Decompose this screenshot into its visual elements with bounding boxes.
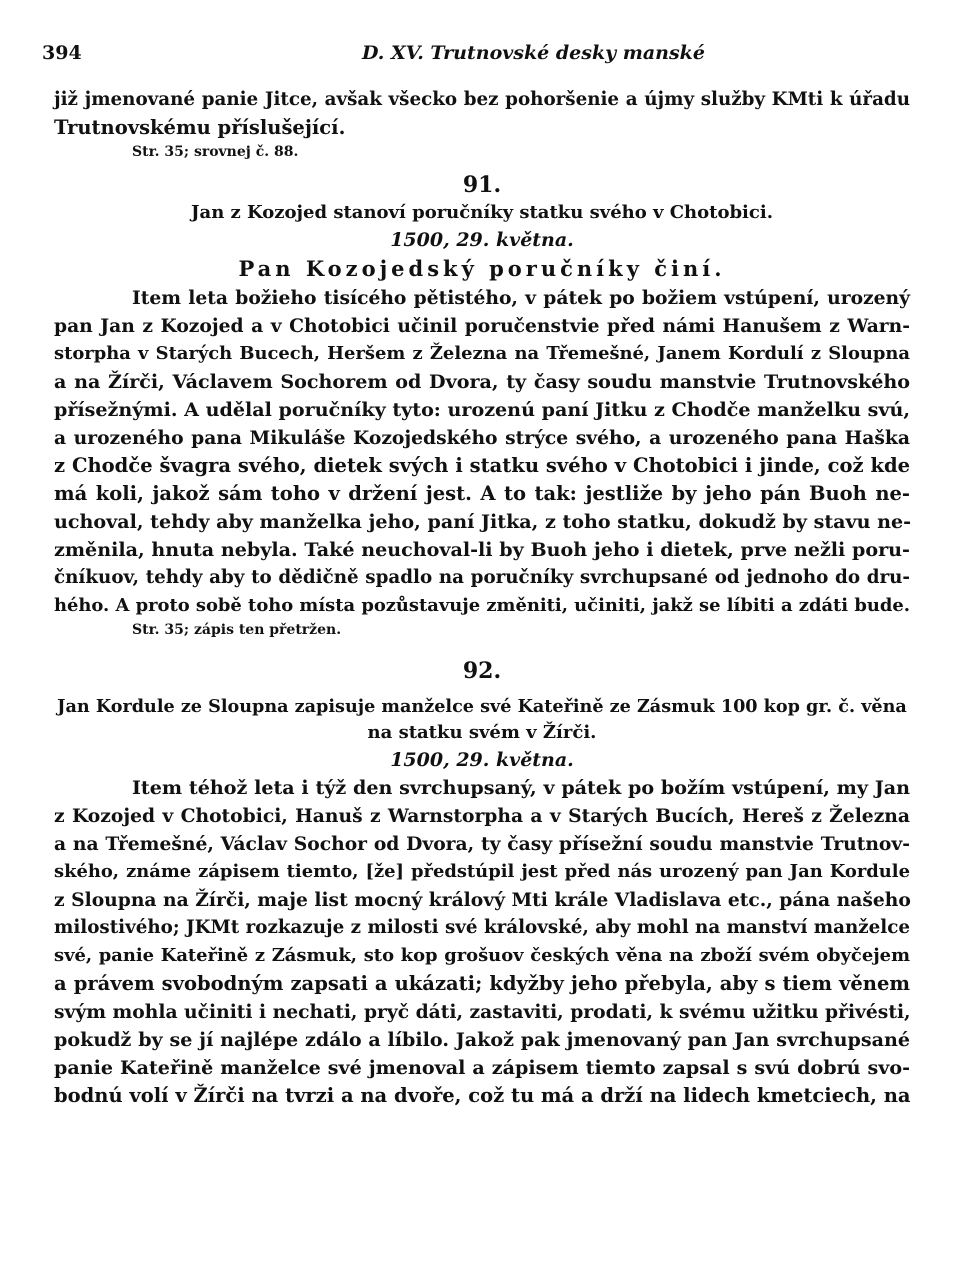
entry-title: Jan z Kozojed stanoví poručníky statku svého v Chotobici. — [191, 202, 773, 223]
text-line: pan Jan z Kozojed a v Chotobici učinil poručenstvie před námi Hanušem z Warn- — [54, 315, 910, 337]
text-line: ského, známe zápisem tiemto, [že] předstúpil jest před nás urozený pan Jan Kordule — [54, 861, 910, 882]
text-line: a právem svobodným zapsati a ukázati; kdyžby jeho přebyla, aby s tiem věnem — [54, 972, 910, 995]
entry-date: 1500, 29. května. — [390, 749, 574, 771]
text-line: storpha v Starých Bucech, Heršem z Železna na Třemešné, Janem Kordulí z Sloupna — [54, 343, 910, 364]
entry-title: na statku svém v Žírči. — [367, 722, 597, 743]
intro-paragraph — [54, 86, 910, 142]
source-note: Str. 35; zápis ten přetržen. — [132, 622, 342, 638]
text-line: změnila, hnuta nebyla. Také neuchoval-li by Buoh jeho i dietek, prve nežli poru- — [54, 538, 910, 561]
text-line: svým mohla učiniti i nechati, pryč dáti, zastaviti, prodati, k svému užitku přivésti, — [54, 1001, 911, 1023]
text-line: přísežnými. A udělal poručníky tyto: urozenú paní Jitku z Chodče manželku svú, — [54, 398, 910, 421]
text-line: panie Kateřině manželce své jmenoval a zápisem tiemto zapsal s svú dobrú svo- — [54, 1056, 910, 1079]
text-line: a urozeného pana Mikuláše Kozojedského strýce svého, a urozeného pana Haška — [54, 427, 910, 449]
text-line: Item téhož leta i týž den svrchupsaný, v pátek po božím vstúpení, my Jan — [132, 776, 910, 799]
text-line: již jmenované panie Jitce, avšak všecko bez pohoršenie a újmy služby KMti k úřadu — [54, 89, 910, 110]
text-line: uchoval, tehdy aby manželka jeho, paní Jitka, z toho statku, dokudž by stavu ne- — [54, 510, 912, 533]
text-line: milostivého; JKMt rozkazuje z milosti své královské, aby mohl na manství manželce — [54, 917, 910, 938]
running-title: D. XV. Trutnovské desky manské — [362, 42, 705, 64]
text-line: Item leta božieho tisícého pětistého, v pátek po božiem vstúpení, urozený — [132, 287, 910, 309]
page-number: 394 — [42, 42, 82, 64]
text-line: má koli, jakož sám toho v držení jest. A to tak: jestliže by jeho pán Buoh ne- — [54, 482, 910, 505]
entry-paragraph — [54, 774, 910, 1110]
text-line: své, panie Kateřině z Zásmuk, sto kop grošuov českých věna na zboží svém obyčejem — [54, 945, 910, 966]
entry-paragraph — [54, 284, 910, 620]
entry-date: 1500, 29. května. — [390, 229, 574, 251]
text-line: z Chodče švagra svého, dietek svých i statku svého v Chotobici i jinde, což kde — [54, 454, 910, 477]
entry-number: 92. — [462, 658, 502, 684]
text-line: z Sloupna na Žírči, maje list mocný králový Mti krále Vladislava etc., pána našeho — [54, 889, 911, 911]
entry-title: Jan Kordule ze Sloupna zapisuje manželce své Kateřině ze Zásmuk 100 kop gr. č. věna — [57, 696, 907, 717]
text-line: hého. A proto sobě toho místa pozůstavuje změniti, učiniti, jakž se líbiti a zdáti bude. — [54, 595, 910, 616]
text-line: a na Třemešné, Václav Sochor od Dvora, ty časy přísežní soudu manstvie Trutnov- — [54, 833, 910, 855]
text-line: a na Žírči, Václavem Sochorem od Dvora, ty časy soudu manstvie Trutnovského — [54, 370, 910, 393]
source-note: Str. 35; srovnej č. 88. — [132, 144, 299, 160]
text-line: bodnú volí v Žírči na tvrzi a na dvoře, což tu má a drží na lidech kmetciech, na — [54, 1084, 911, 1107]
page-body — [54, 86, 910, 1110]
text-line: čníkuov, tehdy aby to dědičně spadlo na poručníky svrchupsané od jednoho do dru- — [54, 567, 910, 588]
text-line: Trutnovskému příslušející. — [54, 116, 346, 139]
text-line: z Kozojed v Chotobici, Hanuš z Warnstorpha a v Starých Bucích, Hereš z Železna — [54, 805, 910, 827]
page-header — [42, 42, 918, 66]
entry-number: 91. — [462, 172, 502, 198]
entry-subtitle: Pan Kozojedský poručníky činí. — [238, 256, 726, 281]
text-line: pokudž by se jí najlépe zdálo a líbilo. Jakož pak jmenovaný pan Jan svrchupsané — [54, 1028, 910, 1051]
